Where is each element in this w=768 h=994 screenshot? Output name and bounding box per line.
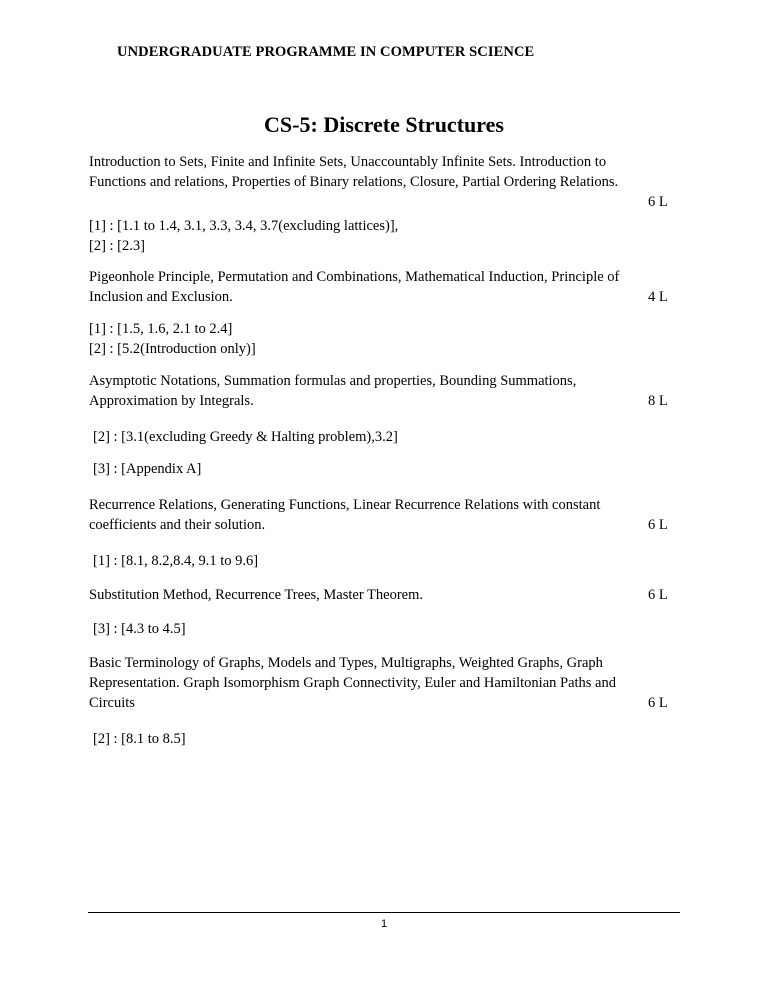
unit-6-ref-1: [2] : [8.1 to 8.5] <box>93 731 186 747</box>
unit-2-ref-2: [2] : [5.2(Introduction only)] <box>89 341 256 357</box>
programme-header: UNDERGRADUATE PROGRAMME IN COMPUTER SCIENCE <box>117 44 535 60</box>
unit-1-desc-line-1: Introduction to Sets, Finite and Infinite Sets, Unaccountably Infinite Sets. Introduction to <box>89 154 607 170</box>
unit-1-desc-line-2: Functions and relations, Properties of Binary relations, Closure, Partial Ordering Relations. <box>89 174 619 190</box>
unit-2-ref-1: [1] : [1.5, 1.6, 2.1 to 2.4] <box>89 321 233 337</box>
unit-1-ref-2: [2] : [2.3] <box>89 238 145 254</box>
unit-2-desc-line-1: Pigeonhole Principle, Permutation and Combinations, Mathematical Induction, Principle of <box>89 269 620 285</box>
course-title: CS-5: Discrete Structures <box>264 112 504 137</box>
unit-4-desc-line-2: coefficients and their solution. <box>89 517 266 533</box>
unit-1-hours: 6 L <box>648 194 668 210</box>
page-number: 1 <box>380 918 388 930</box>
unit-3-ref-2: [3] : [Appendix A] <box>93 461 202 477</box>
unit-3-ref-1: [2] : [3.1(excluding Greedy & Halting problem),3.2] <box>93 429 398 445</box>
unit-4-hours: 6 L <box>648 517 668 533</box>
footer-divider <box>88 912 680 913</box>
unit-5-desc-line-1: Substitution Method, Recurrence Trees, Master Theorem. <box>89 587 423 603</box>
unit-6-desc-line-2: Representation. Graph Isomorphism Graph Connectivity, Euler and Hamiltonian Paths and <box>89 675 616 691</box>
unit-4-ref-1: [1] : [8.1, 8.2,8.4, 9.1 to 9.6] <box>93 553 259 569</box>
unit-6-desc-line-1: Basic Terminology of Graphs, Models and Types, Multigraphs, Weighted Graphs, Graph <box>89 655 603 671</box>
unit-5-ref-1: [3] : [4.3 to 4.5] <box>93 621 186 637</box>
unit-3-desc-line-2: Approximation by Integrals. <box>89 393 254 409</box>
unit-5-hours: 6 L <box>648 587 668 603</box>
unit-6-desc-line-3: Circuits <box>89 695 135 711</box>
unit-2-desc-line-2: Inclusion and Exclusion. <box>89 289 233 305</box>
unit-4-desc-line-1: Recurrence Relations, Generating Functions, Linear Recurrence Relations with constant <box>89 497 601 513</box>
unit-6-hours: 6 L <box>648 695 668 711</box>
unit-1-ref-1: [1] : [1.1 to 1.4, 3.1, 3.3, 3.4, 3.7(excluding lattices)], <box>89 218 399 234</box>
unit-3-hours: 8 L <box>648 393 668 409</box>
unit-2-hours: 4 L <box>648 289 668 305</box>
unit-3-desc-line-1: Asymptotic Notations, Summation formulas and properties, Bounding Summations, <box>89 373 577 389</box>
